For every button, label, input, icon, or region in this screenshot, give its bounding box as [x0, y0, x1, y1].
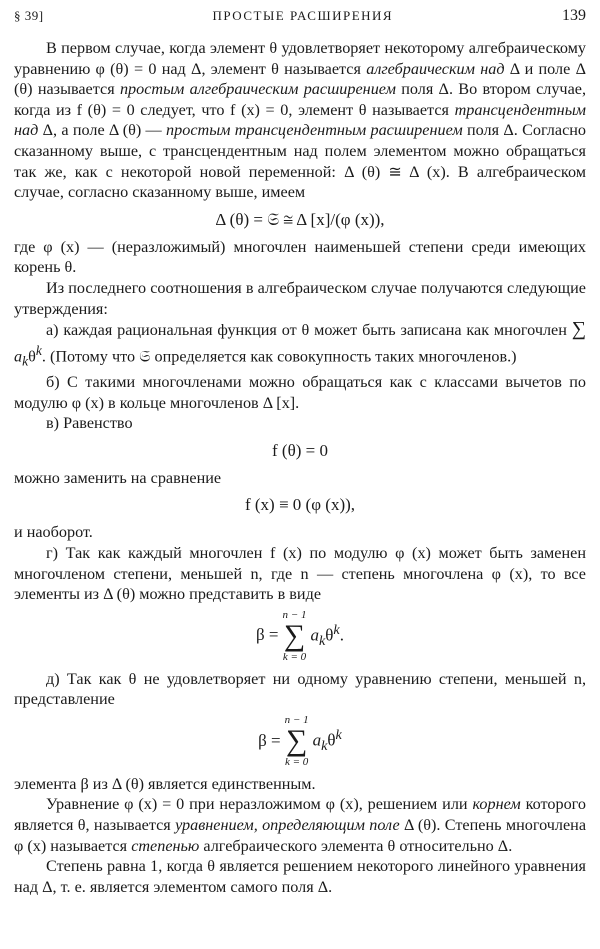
sum-lower-limit: k = 0 [282, 650, 307, 663]
text-span: Δ (θ). Степень многочлена φ (x) называется [14, 816, 586, 855]
running-title: ПРОСТЫЕ РАСШИРЕНИЯ [212, 8, 394, 23]
math-lhs: β = [258, 730, 281, 750]
item-g: г) Так как каждый многочлен f (x) по модулю φ (x) может быть заменен многочленом степени, меньшей n, где n — степень многочлена φ (x), то все элементы из Δ (θ) можно представить в виде [14, 543, 586, 604]
formula-equation: f (θ) = 0 [272, 440, 328, 460]
paragraph-definitions [14, 38, 586, 203]
text-span: а) каждая рациональная функция от θ может быть записана как многочлен [46, 321, 572, 340]
paragraph-conversely: и наоборот. [14, 523, 93, 542]
sum-upper-limit: n − 1 [284, 713, 309, 726]
sum-lower-limit: k = 0 [284, 755, 309, 768]
term-defining-equation: уравнением, определяющим поле [175, 816, 400, 835]
math-superscript: k [333, 621, 340, 638]
math-term: a [310, 625, 319, 645]
paragraph-defining-equation [14, 794, 586, 856]
sum-symbol: ∑ [285, 723, 308, 757]
section-mark: § 39] [14, 8, 44, 23]
running-header [14, 6, 586, 32]
term-algebraic-over: алгебраическим над [366, 59, 505, 78]
paragraph-minimal-polynomial: где φ (x) — (неразложимый) многочлен наименьшей степени среди имеющих корень θ. [14, 237, 586, 277]
math-superscript: k [35, 342, 42, 358]
formula-sum-unique [14, 714, 586, 768]
paragraph-consequences: Из последнего соотношения в алгебраическом случае получаются следующие утверждения: [14, 278, 586, 318]
math-subscript: k [318, 632, 326, 649]
item-a [14, 319, 586, 372]
paragraph-replace: можно заменить на сравнение [14, 468, 222, 487]
math-lhs: β = [256, 625, 279, 645]
term-transcendental-over: трансцендентным над [14, 100, 586, 140]
math-base: θ [325, 625, 334, 645]
sum-symbol: ∑ [571, 318, 586, 341]
text-span: Δ и поле Δ (θ) называется [14, 59, 586, 99]
text-span: поля Δ. Во втором случае, когда из f (θ) = 0 следует, что f (x) = 0, элемент θ называется [14, 80, 586, 119]
formula-congruence: f (x) ≡ 0 (φ (x)), [244, 495, 356, 515]
math-superscript: k [335, 727, 342, 744]
math-subscript: k [321, 738, 328, 755]
text-span: которого является θ, называется [14, 795, 586, 835]
text-span: Δ, а поле Δ (θ) — [38, 121, 167, 140]
page-number: 139 [562, 7, 586, 24]
paragraph-degree-one: Степень равна 1, когда θ является решением некоторого линейного уравнения над Δ, т. е. является элементом самого поля Δ. [14, 857, 586, 896]
math-term: a [312, 730, 322, 750]
text-span: В первом случае, когда элемент θ удовлетворяет некоторому алгебраическому уравнению φ (θ) = 0 над Δ, элемент θ называется [14, 39, 586, 78]
paragraph-unique: элемента β из Δ (θ) является единственным. [14, 774, 316, 793]
math-end: . [339, 625, 344, 645]
text-span: . (Потому что 𝔖 определяется как совокупность таких многочленов.) [41, 347, 517, 366]
item-d: д) Так как θ не удовлетворяет ни одному уравнению степени, меньшей n, представление [14, 669, 586, 709]
term-degree: степенью [131, 836, 200, 855]
term-simple-algebraic-extension: простым алгебраическим расширением [119, 80, 396, 99]
formula-sum-representation [14, 609, 586, 663]
term-root: корнем [472, 795, 521, 814]
math-subscript: k [22, 353, 29, 369]
formula-quotient-isomorphism: Δ (θ) = 𝔖 ≅ Δ [x]/(φ (x)), [215, 209, 385, 229]
math-base: θ [28, 347, 36, 366]
sum-upper-limit: n − 1 [282, 608, 307, 621]
sigma-operator [283, 609, 307, 663]
text-span: Уравнение φ (x) = 0 при неразложимом φ (x), решением или [46, 795, 473, 814]
item-v: в) Равенство [46, 414, 133, 433]
sum-symbol: ∑ [283, 618, 306, 652]
math-base: θ [327, 730, 336, 750]
text-span: поля Δ. Согласно сказанному выше, с трансцендентным над полем элементом можно обращаться так же, как с некоторой новой переменной: Δ (θ) ≅ Δ (x). В алгебраическом случае, согласно сказанному выше, имеем [14, 121, 587, 202]
item-b: б) С такими многочленами можно обращаться как с классами вычетов по модулю φ (x) в кольце многочленов Δ [x]. [14, 372, 586, 412]
sigma-operator [285, 714, 309, 768]
math-term: a [14, 347, 23, 366]
term-simple-transcendental-extension: простым трансцендентным расширением [166, 121, 463, 140]
text-span: алгебраического элемента θ относительно Δ. [199, 836, 513, 855]
